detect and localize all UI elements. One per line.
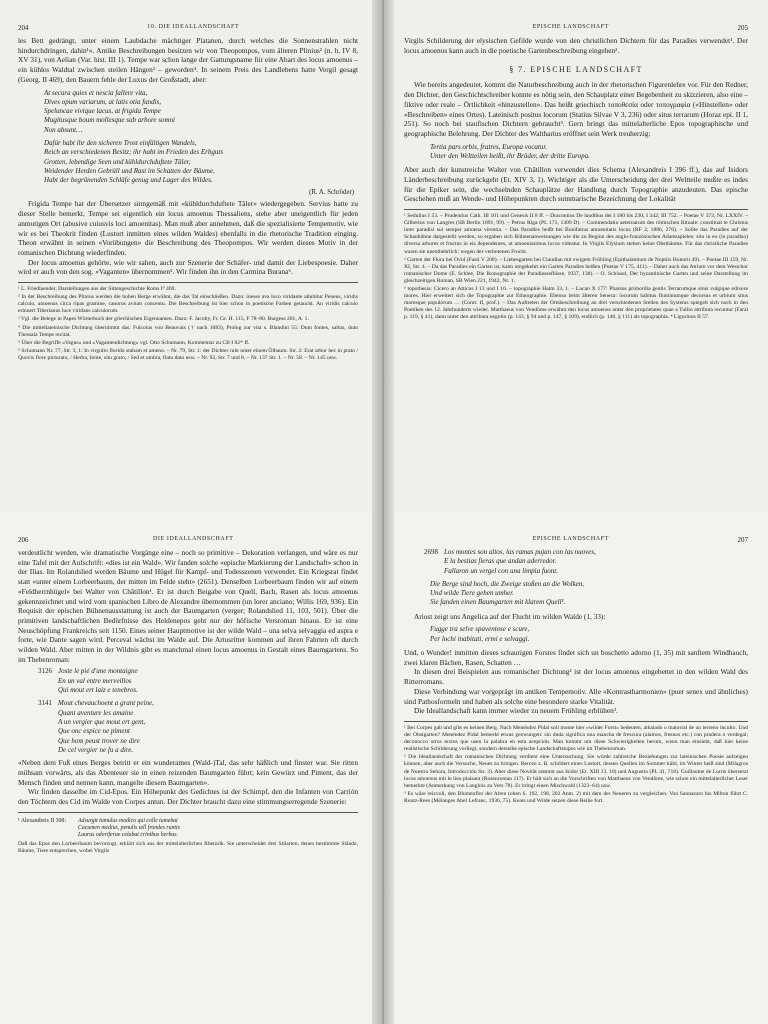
verse-line: Grotten, lebendige Seen und kühldurchduftete Täler, [44,157,191,166]
verse-row [404,557,748,566]
body-paragraph: verdeutlicht werden, wie dramatische Vorgänge eine – noch so primitive – Dekoration verlangen, und wäre es nur eine Tafel mit der Aufschrift: «dies ist ein Wald». Wir fanden solche «epische Markierung der Landschaft» schon in der Ilias. Im Rolandslied werden Bäume und Hügel für Kampf- und Todesszenen verwendet. Ein Kriegsrat findet statt «unter einem Lorbeerbaum, der mitten im Felde steht» (2651). Denselben Lorbeerbaum finden wir auf einem «Feldherrnhügel» bei Walter von Châtillon¹. Er ist durch Beigabe von Quell, Bach, Rasen als locus amoenus gekennzeichnet und wird vom spanischen Libro de Alexandre übernommen (un lorer anciano; Willis 169, 936). Ein Requisit der epischen Bühnenausstattung ist auch der Baumgarten (verger; Rolandslied 11, 103, 501). Über die primitiven landschaftlichen Bedürfnisse des Heldenepos geht nur der höfische Versroman hinaus. Er ist eine Neuschöpfung Frankreichs seit 1150. Eines seiner Hauptmotive ist der wilde Wald – una selva selvaggia ed aspra e forte, wie Dante sagen wird. Perceval wächst im Walde auf. Die Artusritter kommen auf ihren Fahrten oft durch wilden Wald. Aber mitten in der Wildnis gibt es manchmal einen locus amoenus in Gestalt eines Baumgartens. So im Thebenroman: [18,548,358,664]
section-heading: § 7. EPISCHE LANDSCHAFT [509,65,643,75]
body-paragraph: les Bett gedrängt, unter einem Laubdache mächtiger Platanen, durch welches die Sonnenstrahlen nicht hindurchdringen, dahin¹». Antike Beschreibungen besitzen wir von Theopompos, vom älteren Plinius² (n. h. IV 8, XV 31), von Aelian (Var. hist. III 1). Tempe war schon lange der Gattungsname für eine Abart des locus amoenus – ein kühles Waldtal zwischen steilen Hängen³ – geworden⁴. In seinem Preis des Landlebens hatte Vergil gesagt (Georg. II 469), den Bauern fehle der Luxus der Großstadt, aber: [18,36,358,84]
line-number [18,686,58,695]
verse-row [18,699,358,708]
numbered-verse-old-french [18,667,358,755]
verse-quote-german [430,580,748,608]
footnote: ² Die Ideallandschaft der romanischen Dichtung verdient eine Untersuchung. Sie würde zahlreiche Beziehungen zur lateinischen Poesie aufzeigen können, aber auch die Versuche, Neues zu bringen. Berceo z. B. schildert eines Lustort, dessen Quellen im Sommer kühl, im Winter heiß sind (Milagros de Nuestra Señora, Introducción Str. 3). Aber diese Novität stammt aus Isidor (Et. XIII 13, 10) und Augustin (PL 41, 718). Guillaume de Lorris übersetzt locus amoenus mit le lieu plaisant (Rosenroman 117). Er hält sich an die Vorschriften von Matthaeus von Vendôme, wie schon ein mittelalterlicher Leser bemerkte (Anmerkung von Langlois zu Vers 78). Er bringt einen Mischwald (1323–64) usw. [404,754,748,789]
verse-line: Los montes son altos, las ramas pujan con las nuoves, [444,548,596,556]
verse-line: En un val entre merveillos [58,676,132,685]
verse-row [18,718,358,727]
verse-line: Que hom peust trover ne dire [58,736,140,745]
verse-row [18,737,358,746]
verse-row [18,727,358,736]
verse-line: Mugitusque boum mollesque sub arbore somni [44,116,175,125]
footnote: ³ Es wäre reizvoll, den Blumenflor der Alten (oben S. 192, 198, 202 Anm. 2) mit dem der Neueren zu vergleichen. Von Sannazaro bis Milton führt C. Ruutz-Rees (Mélanges Abel Lefranc, 1936, 75). Keats und Wilde setzen diese Reihe fort. [404,790,748,804]
running-head-title: 10. DIE IDEALLANDSCHAFT [147,24,240,30]
page-number: 204 [18,24,29,32]
verse-line: Die Berge sind hoch, die Zweige stoßen an die Wolken, [430,579,585,588]
footnote-verse [18,818,358,840]
footnote: ⁴ Die mittellateinische Dichtung übernimmt das. Fulcoius von Beauvais († nach 1083), Prolog zur vita s. Blandini 55: Dum fontes, saltus, dum Thessala Tempe recitat. [18,324,358,338]
body-paragraph: Wir finden dasselbe im Cid-Epos. Ein Höhepunkt des Gedichtes ist der Schimpf, den die Infanten von Carrión den Töchtern des Cid im Walde von Corpes antun. Der Dichter braucht dazu eine stimmungserregende Szenerie: [18,787,358,806]
verse-row [404,567,748,576]
verse-quote-italian [430,625,748,644]
verse-line: Dives opum variarum, at latis otia fundis, [44,97,162,106]
verse-line: Adsurgit tumulus modico qui colle tumebat [78,817,178,824]
verse-line: Fallaron un vergel con una limpia fuont. [444,566,558,575]
body-paragraph: Und, o Wunder! inmitten dieses schaurigen Forstes findet sich un boschetto adorno (1, 35) mit sanftem Windhauch, zwei klaren Bächen, Rasen, Schatten … [404,648,748,667]
numbered-verse-spanish [404,548,748,576]
footnote: ² Garten der Flora bei Ovid (Fasti V 208). – Liebesgarten bei Claudian mit ewigem Frühling (Epithalamium de Nuptiis Honorii 49). – Poetae III 159, Nr. XI, Str. 4. – Da das Paradies ein Garten ist, kann umgekehrt ein Garten Paradies heißen (Poetae V 175, 411). – Daher auch das Atrium vor dem Westchor romanischer Dome (E. Schlee, Die Ikonographie der Paradiesesflüsse, 1937, 138). – O. Schissel, Der byzantinische Garten und seine Darstellung im gleichzeitigen Roman, SB Wien 221, 1942, Nr. 1. [404,256,748,284]
body-paragraph: Diese Verbindung war vorgeprägt im antiken Tempemotiv. Alle «Kontrastharmonien» (puer senex und ähnliches) sind Pathosformeln und haben als solche eine besondere starke Vitalität. [404,686,748,706]
running-head [404,24,748,32]
book-gutter [372,512,394,1024]
footnote: ¹ Bei Corpes gab und gibt es keinen Berg. Nach Menéndez Pidal soll monte hier «wilder Forst» bedeuten, athalado o matorral de un terreno inculto. Und der Obstgarten? Menéndez Pidal bemerkt etwas gezwungen: sin duda significa una mancha de frescura (alamos, fresnos etc.) con pradera o verdegal; deconocco otros textos que usen la palabra en esta acepción. Man kommt um diese Schwierigkeiten herum, wenn man einsieht, daß hier keine realistische Schilderung vorliegt, sondern derselbe epische Landschaftstopos wie im Thebenroman. [404,725,748,753]
verse-line: Unter den Weltteilen heißt, ihr Brüder, der dritte Europa. [430,151,590,160]
verse-row [18,709,358,718]
page-number: 205 [737,24,748,32]
footnotes [404,721,748,805]
verse-line: Non absunt… [44,125,83,134]
page-206 [18,512,358,1024]
book-gutter [372,0,394,512]
line-number [18,737,58,746]
verse-line: Laurus odoriferae celabat crinibus herbas. [78,832,178,839]
verse-row [18,667,358,676]
body-paragraph: Der locus amoenus gehörte, wie wir sahen, auch zur Szenerie der Schäfer- und damit der Liebespoesie. Daher wird er auch von den sog. «Vaganten» übernommen⁵. Wir finden ihn in den Carmina Burana⁶. [18,257,358,277]
line-number [18,709,58,718]
footnotes [18,282,358,362]
line-number [18,746,58,755]
running-head [404,536,748,544]
verse-line: Fugge tra selve spaventose e scure, [430,625,530,634]
line-number [18,677,58,686]
verse-line: Reich an verschiedenen Besitz; ihr habt im Frieden des Erbguts [44,148,224,157]
body-paragraph: Ariost zeigt uns Angelica auf der Flucht im wilden Walde (1, 33): [414,611,606,621]
book-spread-2 [0,512,768,1024]
verse-line: Cacumen medius, penulis tell frondes runtis [78,824,180,831]
footnote: ³ Vgl. die Belege in Papes Wörterbuch der griechischen Eigennamen. Dazu: F. Jacoby, Fr. Gr. H. 115, F 78–80. Burgess 201, A. 1. [18,316,309,323]
running-head-title: EPISCHE LANDSCHAFT [532,536,609,542]
verse-line: Que onc espice ne piment [58,727,130,736]
body-paragraph: Wie bereits angedeutet, kommt die Naturbeschreibung auch in der rhetorischen Figurenlehre vor. Für den Redner, den Dichter, den Geschichtschreiber konnte es nötig sein, den Schauplatz einer Begebenheit zu skizzieren, also eine – fiktive oder reale – Örtlichkeit «hinzustellen». Das heißt griechisch τοποθεσία oder τοπογραφία («Hinstellen» oder «Beschreiben» eines Ortes). Lateinisch positus locorum (Statius Silvae V 3, 236) oder situs terrarum (Horaz epi. II 1, 251). So noch bei staufischen Dichtern gebraucht³. Gern bringt das mittelalterliche Epos topographische und geographische Belehrung. Der Dichter des Waltharius eröffnet sein Werk treuherzig: [404,80,748,138]
footnotes [404,209,748,321]
page-204 [18,0,358,512]
verse-line: Und wilde Tiere gehen umher. [430,589,514,598]
verse-row [18,686,358,695]
body-paragraph: In diesen drei Beispielen aus romanischer Dichtung² ist der locus amoenus eingebettet in den wilden Wald des Ritterromans. [404,667,748,687]
footnote: ¹ L. Friedlaender, Darstellungen aus der Sittengeschichte Roms I⁹ 469. [18,286,176,293]
verse-line: Per lochi inabitati, ermi e selvaggi. [430,634,530,643]
footnote: Daß das Epos den Lorbeerbaum bevorzugt, erklärt sich aus der mittelalterlichen Rhetorik. Sie unterscheidet drei Stilarten, denen bestimmte Stände, Bäume, Tiere entsprechen, wobei Virgils [18,841,358,855]
page-number: 207 [737,536,748,544]
footnote: ¹ Sedulius I 53. – Prudentius Cath. III 101 und Genesis II 8 ff. – Dracontius De laudibus dei I 180 bis 230; I 342; III 752. – Poetae V 373, Nr. LXXIV. – Gilbertus von Langres (SB Berlin 1891, 99). – Petrus Riga (PL 171, 1309 D). – Commendatio aeternarum des römischen Rituale: constituat te Christus inter paradisi sui semper amoena virentia. – Das Paradies heißt bei Bonifatius amoenitatis locus (RF 2, 1886, 276). – Sollte das Paradies auf der Schaubühne dargestellt werden, so ergaben sich Bühnenanweisungen wie die zu Beginn des anglo-französischen Adamsspieles: situ in eo (in paradiso) diversa arbores et fructus in eis dependentes, ut amoenissimus locus videatur. In Virgils Elysium stehen keine Obstbäume. Für das christliche Paradies waren sie unentbehrlich: wegen der verbotenen Frucht. [404,213,748,255]
line-number: 3126 [38,667,52,676]
verse-line: Tertia pars orbis, fratres, Europa vocatur. [430,142,548,151]
footnote: ⁶ Schumann Nr. 77, Str. 3, 1: In virgulto florido stabam et ameno. – Nr. 79, Str. 1: der Dichter ruht unter einem Ölbaum. Str. 2: Erat arbor hec in prato / Quovis flore picturato, / Herba, fonte, situ grato, / Sed et umbra, flatu dato usw. – Nr. 92, Str. 7 und 8. – Nr. 137 Str. 1. – Nr. 58. – Nr. 145 usw. [18,347,358,361]
line-number [18,727,58,736]
body-paragraph: «Neben dem Fuß eines Berges betritt er ein wunderames (Wald-)Tal, das sehr häßlich und finster war. Sie ritten mühsam vorwärts, als das Abenteuer sie in einen reizenden Baumgarten führt; kein Gewürz und Piment, das der Mensch finden und nennen kann, mangelte diesem Baumgarten». [18,758,358,787]
body-paragraph: Frigida Tempe hat der Übersetzer sinngemäß mit «kühldurchduftete Täler» wiedergegeben. Servius hatte zu dieser Stelle bemerkt, Tempe sei eigentlich ein locus amoenus Thessaliens, stehe aber uneigentlich für jeden anmutigen Ort (abusive cuiusvis loci amoenitas). Man muß aber annehmen, daß die spezialisierte Tempemotiv, wie wir es bei Theokrit finden (Lustort inmitten eines wilden Waldes) ebenfalls in die rhetorische Tradition einging. Theon erwähnt in seinen «Vorübungen» die Beschreibung des Theopompos. Wir werden dieses Motiv in der romanischen Dichtung wiederfinden. [18,199,358,257]
verse-line: Joste le pié d'une montaigne [58,667,138,676]
running-head-title: EPISCHE LANDSCHAFT [532,24,609,30]
running-head [18,24,358,32]
verse-line: Mout chevauchoent a grant peine, [58,699,154,708]
footnote: ⁵ Über die Begriffe «Vagus» und «Vagantendichtung» vgl. Otto Schumann, Kommentar zu CB I 82* ff. [18,339,250,346]
verse-quote-latin [44,89,358,135]
verse-line: A un vergier que mout ert gent, [58,717,146,726]
footnote: ³ topothesia: Cicero an Atticus I 13 und I 16. – topographie Haim 33, 1. – Lucan X 177: Pharsus primordia gentis Terrarumque situs vulgique edixere mores. Hier erweitert sich die Topographie zur Ethnographie. Ebenso beim älteren Seneca: locorum habitus fluminumque decursus et urbium situs moresque populorum … (Contr. II, prof.). – Das Auftreten der Ortsbeschreibung an drei verschiedenen Stellen des Systems spiegelt sich noch in den Poetiken des 12. Jahrhunderts wieder. Matthaeus von Vendôme erwähnt den locus amoenus unter den proprietates quae a Tullio attributa recuntur (Faral p. 119, § 41), dann unter den attributa negotio (p. 143, § 94 und p. 147, § 109), endlich (p. 148, § 111) als topographia. ⁴ Ligurinus II 57. [404,285,748,321]
verse-row [18,746,358,755]
verse-line: Qui mout ert laiz e tenebros. [58,686,138,695]
page-205 [404,0,748,512]
verse-line: Quant aventure les amaine [58,708,134,717]
line-number [18,718,58,727]
running-head-title: DIE IDEALLANDSCHAFT [152,536,234,542]
page-207 [404,512,748,1024]
verse-row [404,548,748,557]
verse-line: Sie fanden einen Baumgarten mit klarem Quell¹. [430,598,566,607]
verse-quote-german [44,139,358,185]
verse-line: De cel vergier ne fu a dire. [58,745,134,754]
translator-credit: (R. A. Schröder) [309,189,354,197]
line-number: 3141 [38,699,52,708]
verse-line: Dafür habt ihr den sicheren Trost einfältigen Wandels, [44,139,197,147]
running-head [18,536,358,544]
line-number [404,557,444,566]
verse-line: E la bestias fieras que andan aderredor. [444,557,557,566]
verse-row [18,677,358,686]
verse-line: Habt der begrünenden Schläfe genug und Lager des Wildes. [44,176,213,185]
line-number: 2698 [424,548,438,556]
body-paragraph: Die Ideallandschaft kann immer wieder zu neuem Frühling erblühen³. [414,706,618,716]
verse-quote [430,143,748,162]
footnote-label: ¹ Alexandreis II 308: [18,817,66,824]
body-paragraph: Aber auch der kunstreiche Walter von Châtillon verwendet dies Schema (Alexandreis I 396 ff.), das auf Isidors Länderbeschreibung zurückgeht (Et. XIV 3, 1). Wichtiger als die Unterscheidung der drei Weltteile mußte es indes für die Epiker sein, die wechselnden Schauplätze der Handlung durch Topographie anzudeuten. Das epische Geschehen muß an Wende- und Höhepunkten durch summarische Bezeichnung der Lokalität [404,165,748,204]
footnote: ² In der Beschreibung des Plinius werden die hohen Berge erwähnt, die das Tal einschließen. Dazu: inesse ava loco viridante allubitur Peneus, viridis calculo, amoenus circa ripas gramine, canorus avium concentu. Die Beschreibung ist hier schon in poetische Farben getaucht. An viridis calculo erinnert Tiberianus luce viridans calculorum. [18,294,358,315]
line-number [404,567,444,576]
verse-line: Weidender Herden Gebrüll und Rast im Schatten der Bäume, [44,166,215,175]
verse-line: At secura quies et nescia fallere vita, [44,88,148,97]
verse-line: Speluncae vivique lacus, at frigida Tempe [44,107,161,116]
footnotes [18,812,358,856]
body-paragraph: Virgils Schilderung der elysischen Gefilde wurde von den christlichen Dichtern für das Paradies verwendet¹. Der locus amoenus kann auch in die poetische Gartenbeschreibung eingehen². [404,36,748,55]
page-number: 206 [18,536,29,544]
